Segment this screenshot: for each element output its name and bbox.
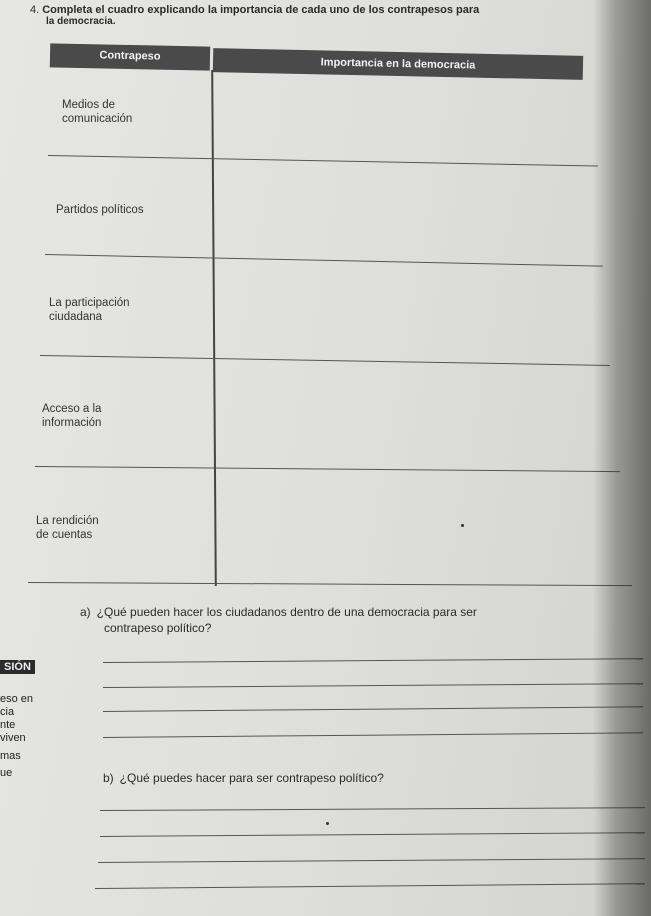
margin-fragment: cia [0, 706, 15, 718]
answer-line[interactable] [100, 807, 645, 811]
row-label-medios [62, 98, 132, 126]
instruction-number: 4. [30, 4, 40, 16]
row-label-participacion [49, 296, 130, 324]
instruction [30, 5, 590, 27]
row-label-line: La participación [49, 297, 130, 309]
header-importancia: Importancia en la democracia [213, 48, 583, 80]
question-a-line1: ¿Qué pueden hacer los ciudadanos dentro de una democracia para ser [96, 605, 477, 619]
question-b-marker: b) [103, 771, 114, 785]
row-label-line: de cuentas [36, 529, 93, 541]
row-label-line: información [42, 417, 102, 429]
row-label-line: comunicación [62, 113, 133, 125]
margin-label: SIÓN [0, 660, 35, 674]
row-label-line: ciudadana [49, 311, 103, 323]
answer-line[interactable] [98, 858, 645, 863]
ink-dot [461, 524, 464, 527]
page-edge-shadow [593, 0, 651, 916]
header-contrapeso: Contrapeso [50, 43, 210, 70]
answer-line[interactable] [103, 683, 643, 688]
row-label-line: Partidos políticos [56, 204, 144, 216]
question-a-marker: a) [80, 605, 91, 619]
answer-line[interactable] [95, 883, 645, 889]
answer-line[interactable] [103, 658, 643, 663]
row-separator [28, 582, 632, 586]
margin-fragment: viven [0, 732, 26, 744]
margin-fragment: nte [0, 719, 16, 731]
row-label-acceso [42, 402, 101, 430]
row-label-rendicion [36, 514, 99, 542]
margin-fragment: ue [0, 767, 13, 779]
question-a-line2: contrapeso político? [104, 621, 212, 635]
row-separator [45, 254, 603, 267]
row-label-partidos [56, 203, 144, 217]
question-a [80, 604, 477, 636]
question-b-text: ¿Qué puedes hacer para ser contrapeso político? [119, 771, 384, 785]
row-separator [48, 155, 598, 167]
answer-line[interactable] [100, 832, 645, 837]
answer-line[interactable] [103, 706, 643, 712]
row-label-line: La rendición [36, 515, 99, 527]
instruction-line2: la democracia. [46, 16, 116, 27]
answer-line[interactable] [103, 732, 643, 738]
instruction-line1: Completa el cuadro explicando la importancia de cada uno de los contrapesos para [42, 4, 480, 16]
question-b [103, 770, 384, 786]
ink-dot [326, 822, 329, 825]
table-column-divider [211, 70, 216, 586]
row-label-line: Acceso a la [42, 403, 102, 415]
row-separator [35, 466, 620, 472]
row-label-line: Medios de [62, 99, 116, 111]
margin-fragment: mas [0, 750, 21, 762]
margin-fragment: eso en [0, 693, 34, 705]
row-separator [40, 355, 610, 366]
